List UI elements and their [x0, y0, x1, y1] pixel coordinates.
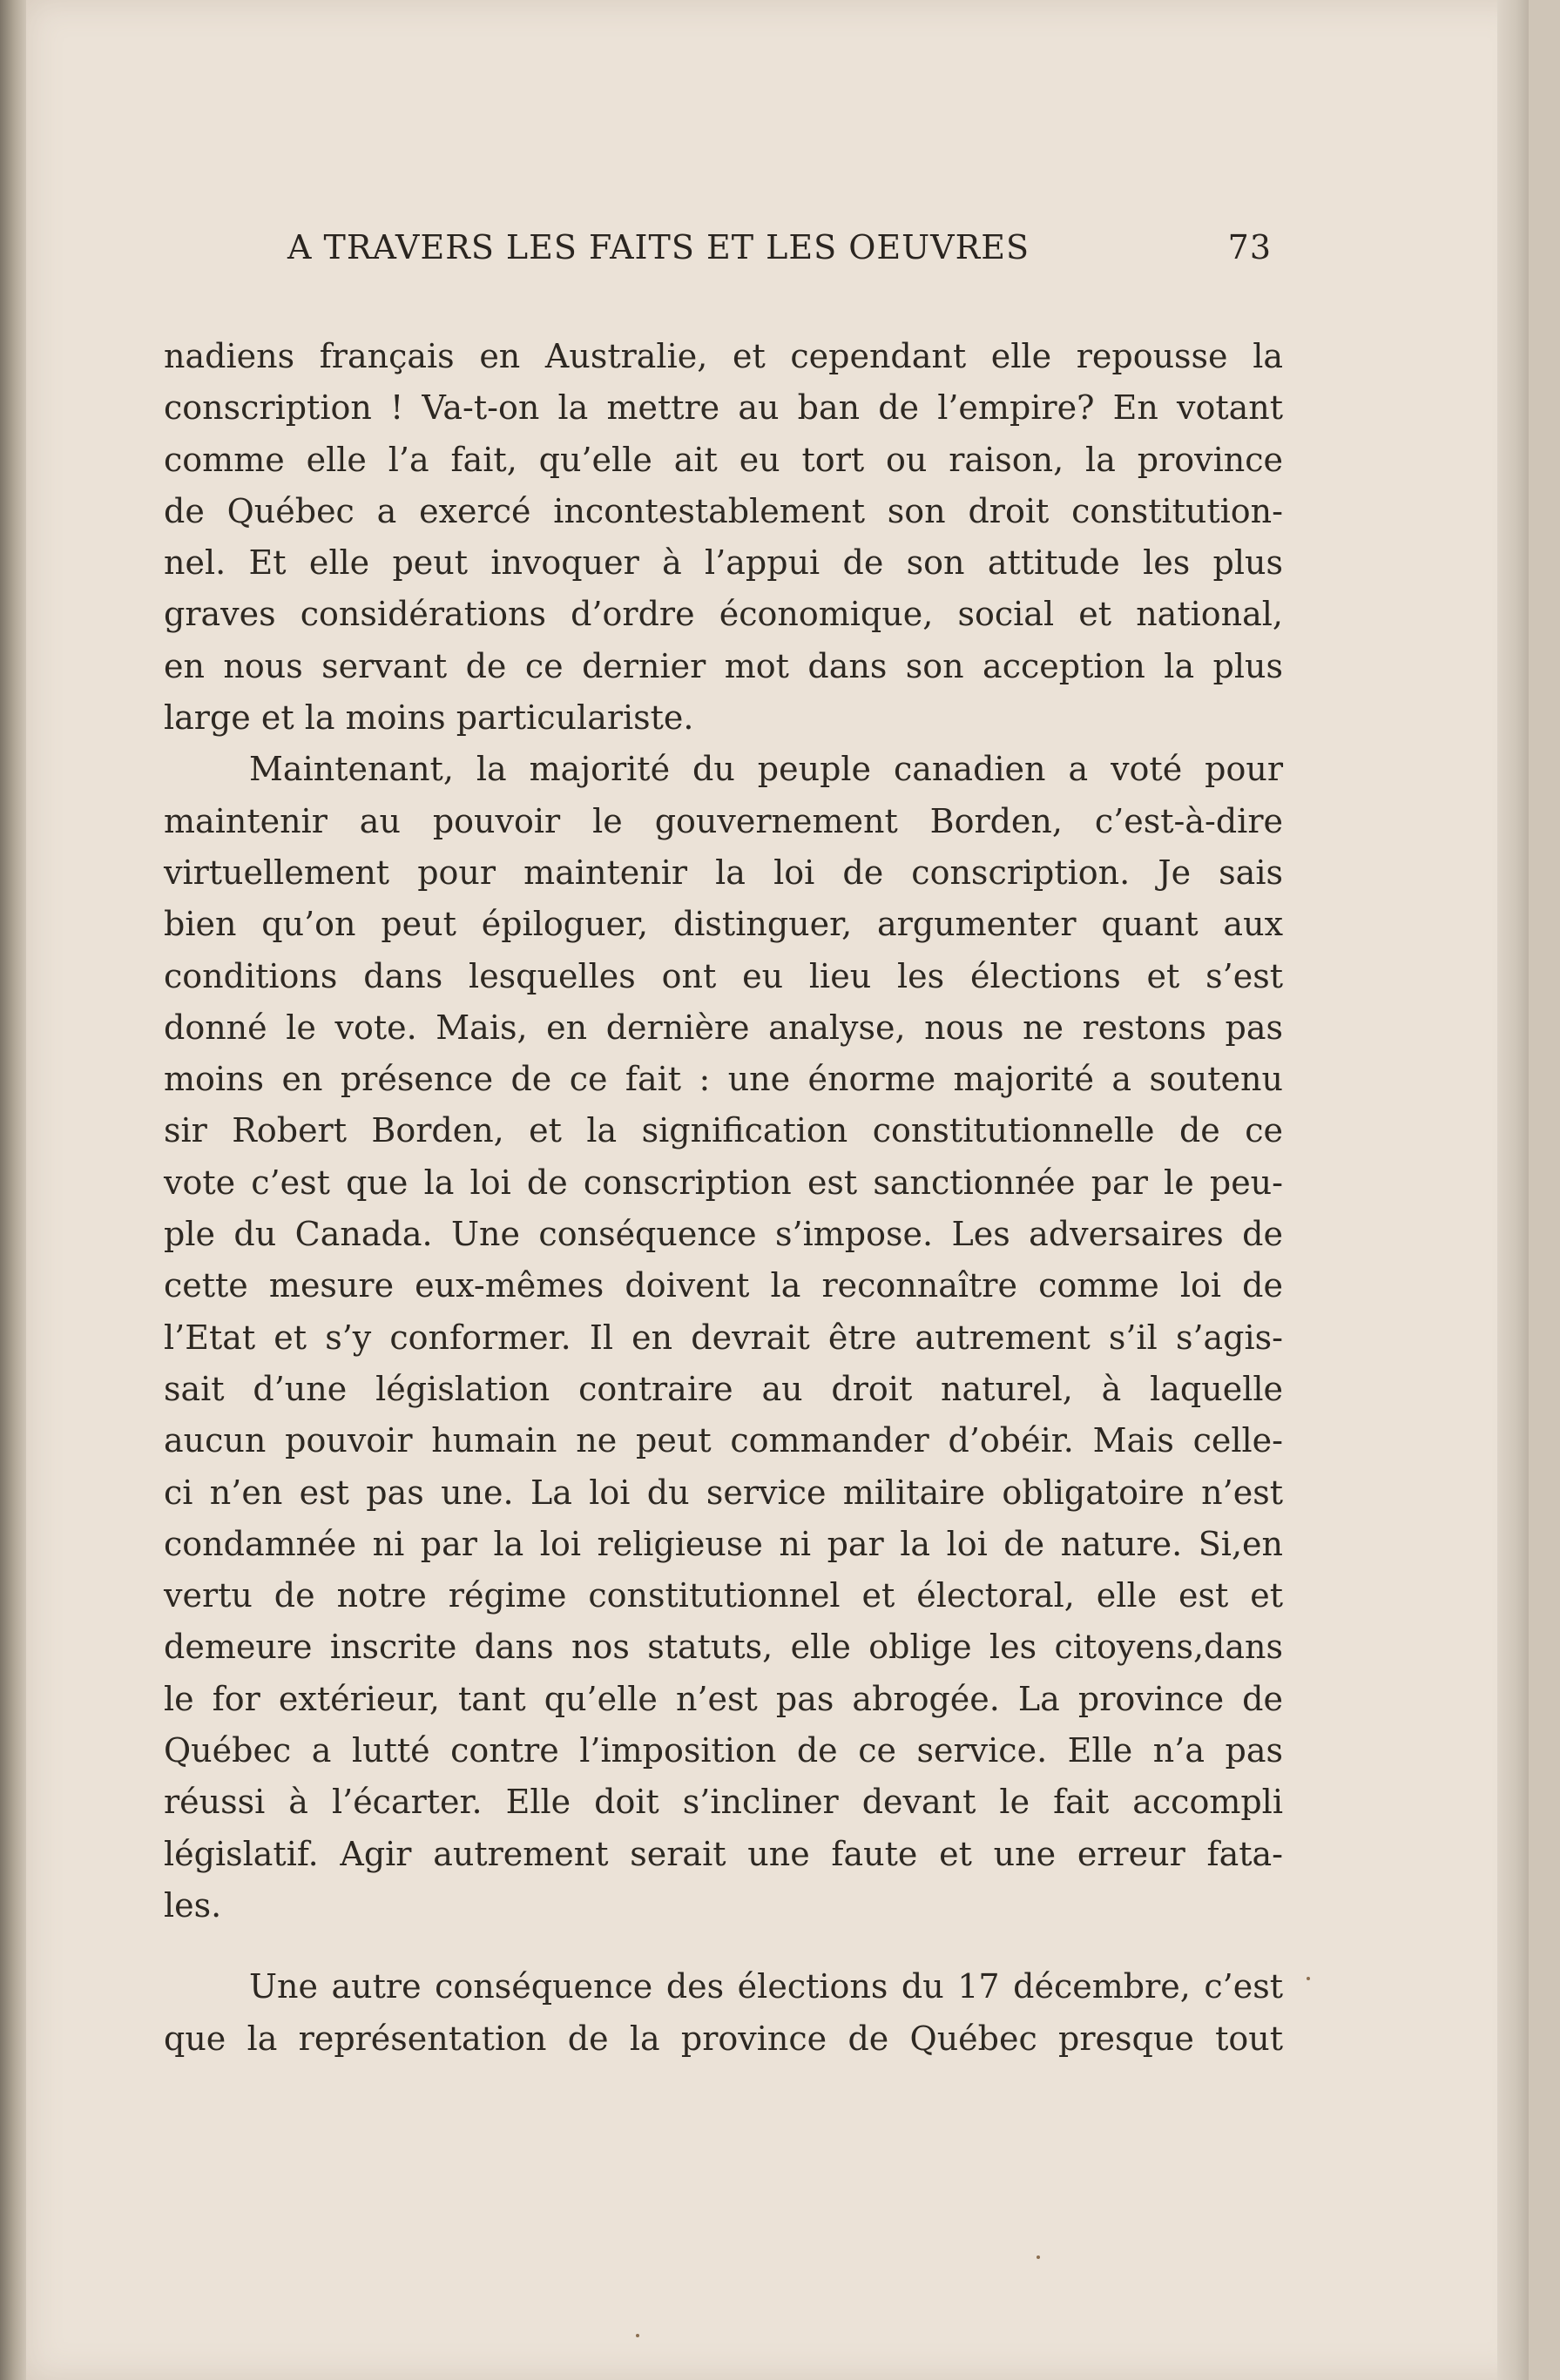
text-line: cette mesure eux-mêmes doivent la reconnaître comme loi de: [164, 1266, 1283, 1305]
book-binding-shadow: [0, 0, 26, 2380]
text-line: graves considérations d’ordre économique, social et national,: [164, 595, 1283, 634]
book-page: [26, 0, 1529, 2380]
paragraph-gap: [164, 1932, 1283, 1961]
text-line: maintenir au pouvoir le gouvernement Borden, c’est-à-dire: [164, 801, 1283, 840]
paragraph: [164, 1961, 1283, 2065]
text-line: virtuellement pour maintenir la loi de conscription. Je sais: [164, 853, 1283, 892]
text-line: nel. Et elle peut invoquer à l’appui de son attitude les plus: [164, 543, 1283, 583]
text-line: ple du Canada. Une conséquence s’impose. Les adversaires de: [164, 1215, 1283, 1254]
text-line: comme elle l’a fait, qu’elle ait eu tort ou raison, la province: [164, 440, 1283, 479]
text-line: conscription ! Va-t-on la mettre au ban de l’empire? En votant: [164, 388, 1283, 428]
text-line: demeure inscrite dans nos statuts, elle oblige les citoyens,dans: [164, 1628, 1283, 1667]
text-line: conditions dans lesquelles ont eu lieu les élections et s’est: [164, 956, 1283, 995]
text-line: les.: [164, 1885, 222, 1925]
text-line: condamnée ni par la loi religieuse ni par la loi de nature. Si,en: [164, 1524, 1283, 1563]
text-line: de Québec a exercé incontestablement son droit constitution-: [164, 491, 1283, 530]
text-line: vertu de notre régime constitutionnel et électoral, elle est et: [164, 1576, 1283, 1615]
text-line: large et la moins particulariste.: [164, 698, 694, 738]
text-line: vote c’est que la loi de conscription est sanctionnée par le peu-: [164, 1163, 1283, 1202]
text-line: en nous servant de ce dernier mot dans son acception la plus: [164, 646, 1283, 685]
text-line: législatif. Agir autrement serait une faute et une erreur fata-: [164, 1834, 1283, 1873]
text-line: l’Etat et s’y conformer. Il en devrait être autrement s’il s’agis-: [164, 1318, 1283, 1357]
text-line: sait d’une législation contraire au droit naturel, à laquelle: [164, 1369, 1283, 1408]
running-title: A TRAVERS LES FAITS ET LES OEUVRES: [287, 228, 1030, 266]
page-number: 73: [1227, 228, 1272, 266]
text-line: nadiens français en Australie, et cependant elle repousse la: [164, 337, 1283, 375]
text-line: donné le vote. Mais, en dernière analyse, nous ne restons pas: [164, 1008, 1283, 1047]
text-line: bien qu’on peut épiloguer, distinguer, argumenter quant aux: [164, 905, 1283, 944]
text-line: le for extérieur, tant qu’elle n’est pas abrogée. La province de: [164, 1679, 1283, 1718]
text-line: moins en présence de ce fait : une énorme majorité a soutenu: [164, 1060, 1283, 1099]
text-line: sir Robert Borden, et la signification constitutionnelle de ce: [164, 1111, 1283, 1150]
body-text: [164, 331, 1283, 2065]
paragraph: [164, 331, 1283, 744]
running-header: [287, 228, 1272, 270]
text-line: Maintenant, la majorité du peuple canadien a voté pour: [249, 750, 1283, 789]
paragraph: [164, 744, 1283, 1932]
text-line: réussi à l’écarter. Elle doit s’incliner devant le fait accompli: [164, 1783, 1283, 1822]
text-line: Une autre conséquence des élections du 17 décembre, c’est: [249, 1967, 1283, 2006]
paper-speck: [1037, 2255, 1040, 2259]
text-line: aucun pouvoir humain ne peut commander d’obéir. Mais celle-: [164, 1421, 1283, 1460]
page-edge: [1497, 0, 1529, 2380]
text-line: ci n’en est pas une. La loi du service militaire obligatoire n’est: [164, 1473, 1283, 1512]
paper-speck: [1307, 1977, 1310, 1980]
text-line: que la représentation de la province de Québec presque tout: [164, 2019, 1283, 2058]
text-line: Québec a lutté contre l’imposition de ce service. Elle n’a pas: [164, 1731, 1283, 1770]
paper-speck: [636, 2334, 639, 2337]
